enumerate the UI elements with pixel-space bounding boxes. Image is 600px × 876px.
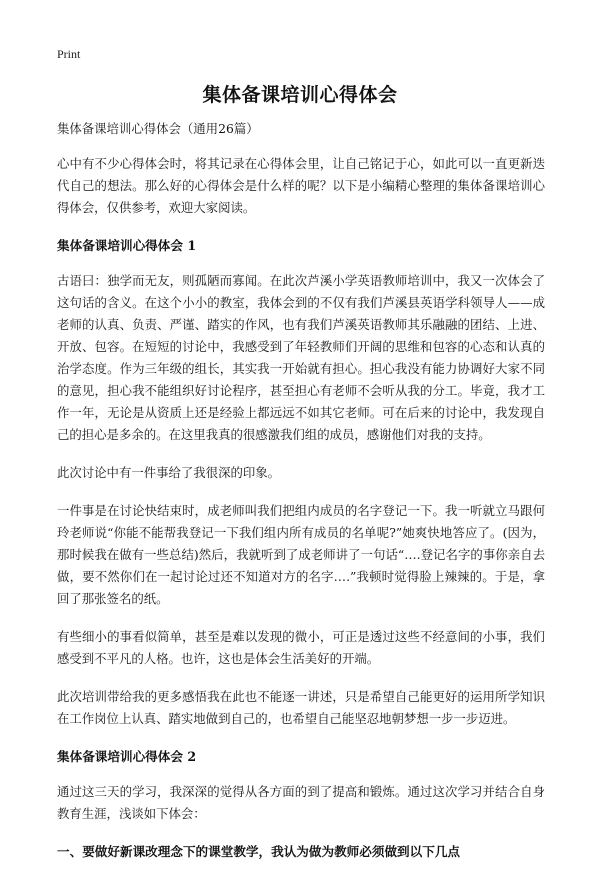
page-title: 集体备课培训心得体会 (202, 84, 398, 106)
intro-paragraph: 心中有不少心得体会时，将其记录在心得体会里，让自己铭记于心，如此可以一直更新迭代自己的想法。那么好的心得体会是什么样的呢？以下是小编精心整理的集体备课培训心得体会，仅供参考，欢迎大家阅读。 (57, 156, 545, 215)
paragraph: 通过这三天的学习，我深深的觉得从各方面的到了提高和锻炼。通过这次学习并结合自身教育生涯，浅谈如下体会： (57, 784, 545, 821)
paragraph: 此次培训带给我的更多感悟我在此也不能逐一讲述，只是希望自己能更好的运用所学知识在工作岗位上认真、踏实地做到自己的，也希望自己能坚忍地朝梦想一步一步迈进。 (57, 689, 545, 726)
paragraph: 此次讨论中有一件事给了我很深的印象。 (57, 465, 281, 480)
section-1-heading: 集体备课培训心得体会 1 (57, 238, 197, 253)
paragraph: 一件事是在讨论快结束时，成老师叫我们把组内成员的名字登记一下。我一听就立马跟何玲老师说“你能不能帮我登记一下我们组内所有成员的名单呢?”她爽快地答应了。(因为，那时候我在做有一些总结)然后，我就听到了成老师讲了一句话“….登记名字的事你亲自去做，要不然你们在一起讨论过还不知道对方的名字….”我顿时觉得脸上辣辣的。于是，拿回了那张签名的纸。 (57, 503, 545, 606)
paragraph: 古语曰：独学而无友，则孤陋而寡闻。在此次芦溪小学英语教师培训中，我又一次体会了这句话的含义。在这个小小的教室，我体会到的不仅有我们芦溪县英语学科领导人——成老师的认真、负责、严谨、踏实的作风，也有我们芦溪英语教师其乐融融的团结、上进、开放、包容。在短短的讨论中，我感受到了年轻教师们开阔的思维和包容的心态和认真的治学态度。作为三年级的组长，其实我一开始就有担心。担心我没有能力协调好大家不同的意见，担心我不能组织好讨论程序，甚至担心有老师不会听从我的分工。毕竟，我才工作一年，无论是从资质上还是经验上都远远不如其它老师。可在后来的讨论中，我发现自己的担心是多余的。在这里我真的很感激我们组的成员，感谢他们对我的支持。 (57, 273, 545, 442)
section-2-heading: 集体备课培训心得体会 2 (57, 749, 197, 764)
section-2-subheading: 一、要做好新课改理念下的课堂教学，我认为做为教师必须做到以下几点 (57, 844, 460, 859)
print-label: Print (57, 47, 81, 61)
paragraph: 有些细小的事看似简单，甚至是难以发现的微小，可正是透过这些不经意间的小事，我们感受到不平凡的人格。也许，这也是体会生活美好的开端。 (57, 629, 545, 666)
article-body (57, 118, 545, 876)
article-subtitle: 集体备课培训心得体会（通用26篇） (57, 121, 259, 136)
